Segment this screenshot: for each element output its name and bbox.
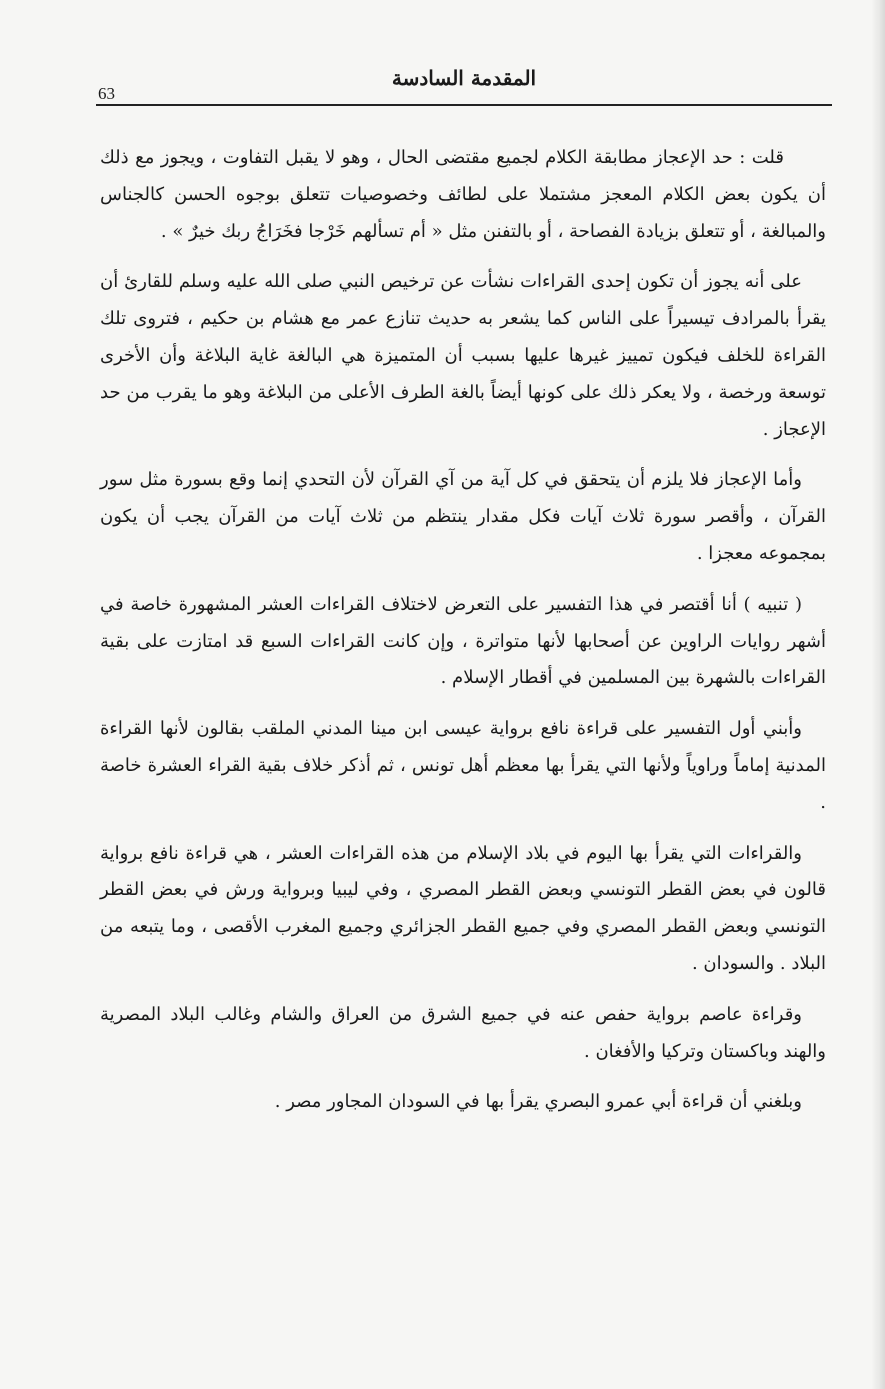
page-header: [98, 64, 830, 106]
body-text: [100, 140, 826, 1135]
paragraph: قلت : حد الإعجاز مطابقة الكلام لجميع مقتضى الحال ، وهو لا يقبل التفاوت ، ويجوز مع ذلك أن يكون بعض الكلام المعجز مشتملا على لطائف وخصوصيات تتعلق بوجوه الحسن كالجناس والمبالغة ، أو تتعلق بزيادة الفصاحة ، أو بالتفنن مثل « أم تسألهم خَرْجا فخَرَاجُ ربك خيرٌ » .: [100, 147, 826, 242]
paragraph: وبلغني أن قراءة أبي عمرو البصري يقرأ بها في السودان المجاور مصر .: [274, 1091, 802, 1113]
paragraph: على أنه يجوز أن تكون إحدى القراءات نشأت عن ترخيص النبي صلى الله عليه وسلم للقارئ أن يقرأ بالمرادف تيسيراً على الناس كما يشعر به حديث تنازع عمر مع هشام بن حكيم ، فتروى تلك القراءة للخلف فيكون تمييز غيرها عليها بسبب أن المتميزة هي البالغة غاية البلاغة وأن الأخرى توسعة ورخصة ، ولا يعكر ذلك على كونها أيضاً بالغة الطرف الأعلى من البلاغة وهو ما يقرب من حد الإعجاز .: [100, 271, 826, 440]
paragraph: ( تنبيه ) أنا أقتصر في هذا التفسير على التعرض لاختلاف القراءات العشر المشهورة خاصة في أشهر روايات الراوين عن أصحابها لأنها متواترة ، وإن كانت القراءات السبع قد امتازت على بقية القراءات بالشهرة بين المسلمين في أقطار الإسلام .: [100, 593, 826, 689]
paragraph: وأبني أول التفسير على قراءة نافع برواية عيسى ابن مينا المدني الملقب بقالون لأنها القراءة المدنية إماماً وراوياً ولأنها التي يقرأ بها معظم أهل تونس ، ثم أذكر خلاف بقية القراء العشرة خاصة .: [100, 718, 826, 813]
page-number: 63: [98, 84, 115, 103]
paragraph: وقراءة عاصم برواية حفص عنه في جميع الشرق من العراق والشام وغالب البلاد المصرية والهند وباكستان وتركيا والأفغان .: [100, 1003, 826, 1062]
paragraph: والقراءات التي يقرأ بها اليوم في بلاد الإسلام من هذه القراءات العشر ، هي قراءة نافع برواية قالون في بعض القطر التونسي وبعض القطر المصري ، وفي ليبيا وبرواية ورش في بعض القطر التونسي وبعض القطر المصري وفي جميع القطر الجزائري وجميع المغرب الأقصى ، وما يتبعه من البلاد . والسودان .: [100, 842, 826, 974]
page-binding-shadow: [871, 0, 885, 1389]
paragraph: وأما الإعجاز فلا يلزم أن يتحقق في كل آية من آي القرآن لأن التحدي إنما وقع بسورة مثل سور القرآن ، وأقصر سورة ثلاث آيات فكل مقدار ينتظم من ثلاث آيات من القرآن يجب أن يكون بمجموعه معجزا .: [100, 469, 826, 564]
running-title: المقدمة السادسة: [391, 66, 537, 90]
margin-annotation: [873, 40, 883, 100]
header-rule: [96, 104, 832, 106]
